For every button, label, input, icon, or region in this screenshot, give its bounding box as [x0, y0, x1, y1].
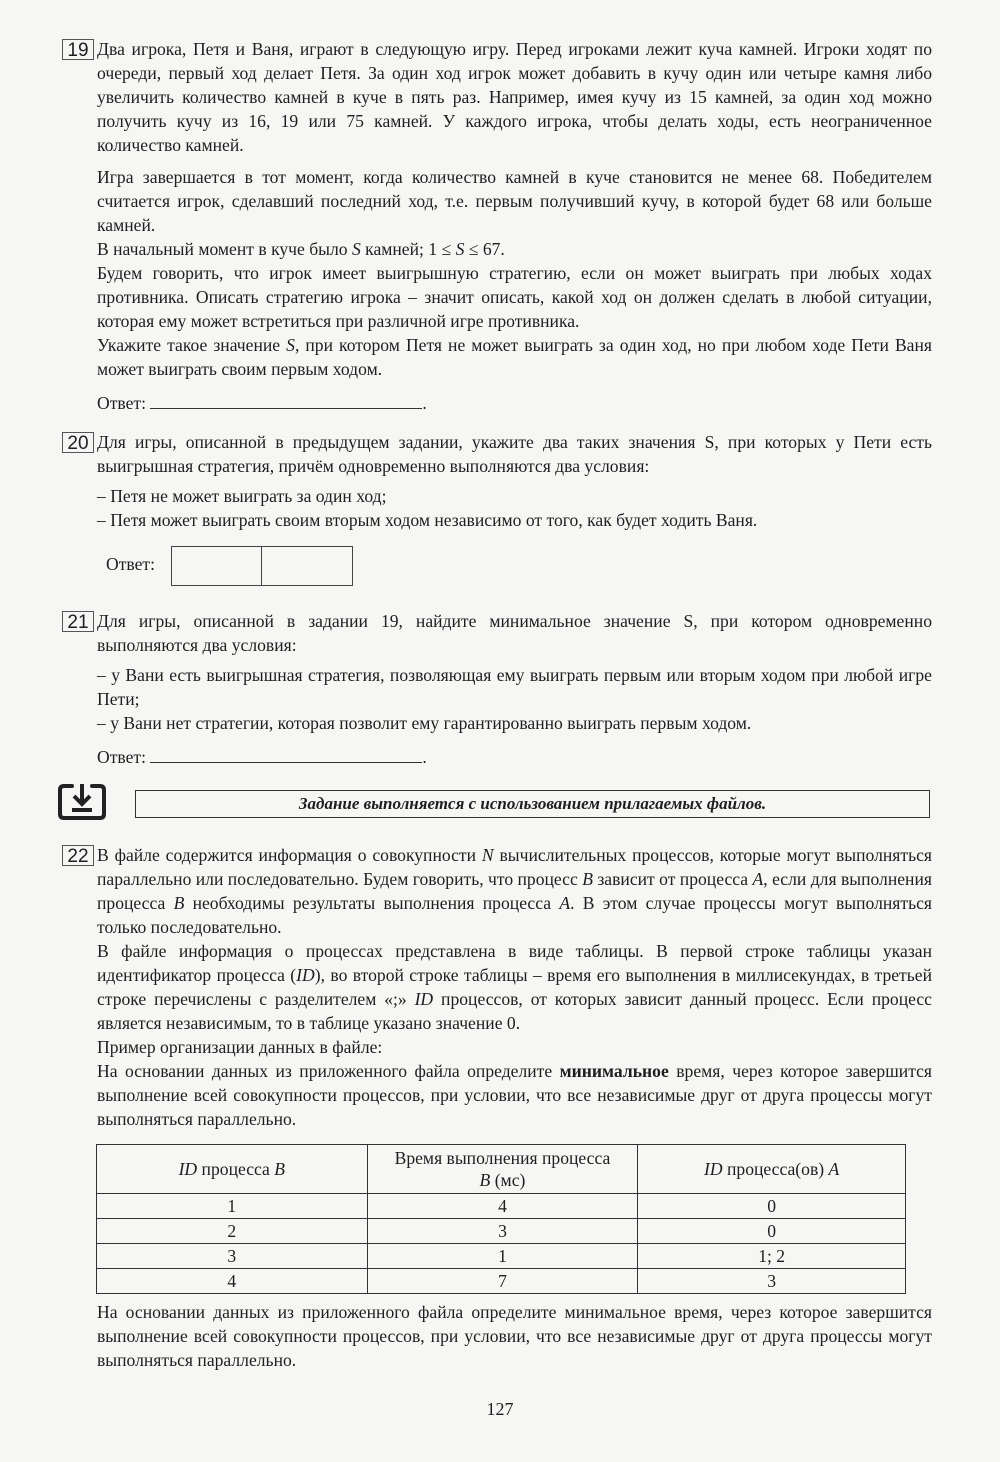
table-header-row	[97, 1145, 906, 1194]
task-22-closing-question: На основании данных из приложенного файла определите минимальное время, через которое завершится выполнение всей совокупности процессов, при условии, что все независимые друг от друга процессы могут выполняться параллельно.	[97, 1302, 932, 1370]
process-table	[96, 1144, 906, 1294]
cell-deps: 1; 2	[638, 1244, 906, 1269]
task-19-start-condition: В начальный момент в куче было S камней; 1 ≤ S ≤ 67.	[97, 239, 505, 259]
task-21-condition-2: – у Вани нет стратегии, которая позволит ему гарантированно выиграть первым ходом.	[97, 713, 752, 733]
table-row	[97, 1194, 906, 1219]
header-execution-time: Время выполнения процесса B (мс)	[367, 1145, 638, 1194]
task-21	[62, 609, 932, 769]
task-19-end-condition: Игра завершается в тот момент, когда количество камней в куче становится не менее 68. Победителем считается игрок, сделавший последний ход, т.е. первым получивший кучу, в которой будет 68 или больше камней.	[97, 167, 932, 235]
task-19-intro: Два игрока, Петя и Ваня, играют в следующую игру. Перед игроками лежит куча камней. Игроки ходят по очереди, первый ход делает Петя. За один ход игрок может добавить в кучу один или четыре камня либо увеличить количество камней в куче в пять раз. Например, имея кучу из 15 камней, за один ход можно получить кучу из 16, 19 или 75 камней. У каждого игрока, чтобы делать ходы, есть неограниченное количество камней.	[97, 39, 932, 155]
cell-id: 4	[97, 1269, 368, 1294]
attached-files-notice	[58, 780, 933, 824]
task-22-closing	[62, 1300, 932, 1372]
task-19	[62, 37, 932, 415]
task-number: 20	[62, 432, 94, 453]
cell-id: 1	[97, 1194, 368, 1219]
cell-id: 2	[97, 1219, 368, 1244]
cell-deps: 0	[638, 1219, 906, 1244]
task-19-strategy-definition: Будем говорить, что игрок имеет выигрышную стратегию, если он может выиграть при любых ходах противника. Описать стратегию игрока – значит описать, какой ход он должен сделать в любой ситуации, которая ему может встретиться при различной игре противника.	[97, 263, 932, 331]
table-row	[97, 1219, 906, 1244]
answer-21: Ответ: .	[97, 747, 427, 767]
task-22-example-caption: Пример организации данных в файле:	[97, 1037, 383, 1057]
task-22-file-format: В файле информация о процессах представлена в виде таблицы. В первой строке таблицы указан идентификатор процесса (ID), во второй строке таблицы – время его выполнения в миллисекундах, в третьей строке перечислены с разделителем «;» ID процессов, от которых зависит данный процесс. Если процесс является независимым, то в таблице указано значение 0.	[97, 941, 932, 1033]
task-number: 22	[62, 845, 94, 866]
answer-20	[106, 546, 932, 586]
answer-label: Ответ:	[106, 554, 155, 575]
task-20-condition-2: – Петя может выиграть своим вторым ходом независимо от того, как будет ходить Ваня.	[97, 510, 758, 530]
answer-21-blank[interactable]	[150, 746, 422, 763]
answer-label: Ответ:	[97, 747, 146, 767]
task-number: 21	[62, 611, 94, 632]
table-row	[97, 1244, 906, 1269]
task-21-question: Для игры, описанной в задании 19, найдите минимальное значение S, при котором одновременно выполняются два условия:	[97, 611, 932, 655]
files-banner: Задание выполняется с использованием прилагаемых файлов.	[135, 790, 930, 818]
table-row	[97, 1269, 906, 1294]
task-19-question: Укажите такое значение S, при котором Петя не может выиграть за один ход, но при любом ходе Пети Ваня может выиграть своим первым ходом.	[97, 335, 932, 379]
task-22-question: На основании данных из приложенного файла определите минимальное время, через которое завершится выполнение всей совокупности процессов, при условии, что все независимые друг от друга процессы могут выполняться параллельно.	[97, 1061, 932, 1129]
header-dependencies: ID процесса(ов) A	[638, 1145, 906, 1194]
cell-time: 4	[367, 1194, 638, 1219]
cell-time: 1	[367, 1244, 638, 1269]
answer-19-blank[interactable]	[150, 392, 422, 409]
task-22	[62, 843, 932, 1131]
page-number: 127	[486, 1399, 514, 1419]
task-21-condition-1: – у Вани есть выигрышная стратегия, позволяющая ему выиграть первым или вторым ходом при любой игре Пети;	[97, 665, 932, 709]
download-file-icon	[58, 782, 106, 822]
answer-20-box-2[interactable]	[262, 546, 353, 586]
task-20-question: Для игры, описанной в предыдущем задании, укажите два таких значения S, при которых у Пети есть выигрышная стратегия, причём одновременно выполняются два условия:	[97, 432, 932, 476]
task-20	[62, 430, 932, 586]
header-process-id: ID процесса B	[97, 1145, 368, 1194]
answer-19: Ответ: .	[97, 393, 427, 413]
answer-label: Ответ:	[97, 393, 146, 413]
cell-deps: 0	[638, 1194, 906, 1219]
task-22-intro: В файле содержится информация о совокупности N вычислительных процессов, которые могут выполняться параллельно или последовательно. Будем говорить, что процесс B зависит от процесса A, если для выполнения процесса B необходимы результаты выполнения процесса A. В этом случае процессы могут выполняться только последовательно.	[97, 845, 932, 937]
answer-20-box-1[interactable]	[171, 546, 262, 586]
cell-deps: 3	[638, 1269, 906, 1294]
task-number: 19	[62, 39, 94, 60]
answer-20-boxes	[171, 546, 353, 586]
cell-id: 3	[97, 1244, 368, 1269]
cell-time: 3	[367, 1219, 638, 1244]
cell-time: 7	[367, 1269, 638, 1294]
task-20-condition-1: – Петя не может выиграть за один ход;	[97, 486, 387, 506]
